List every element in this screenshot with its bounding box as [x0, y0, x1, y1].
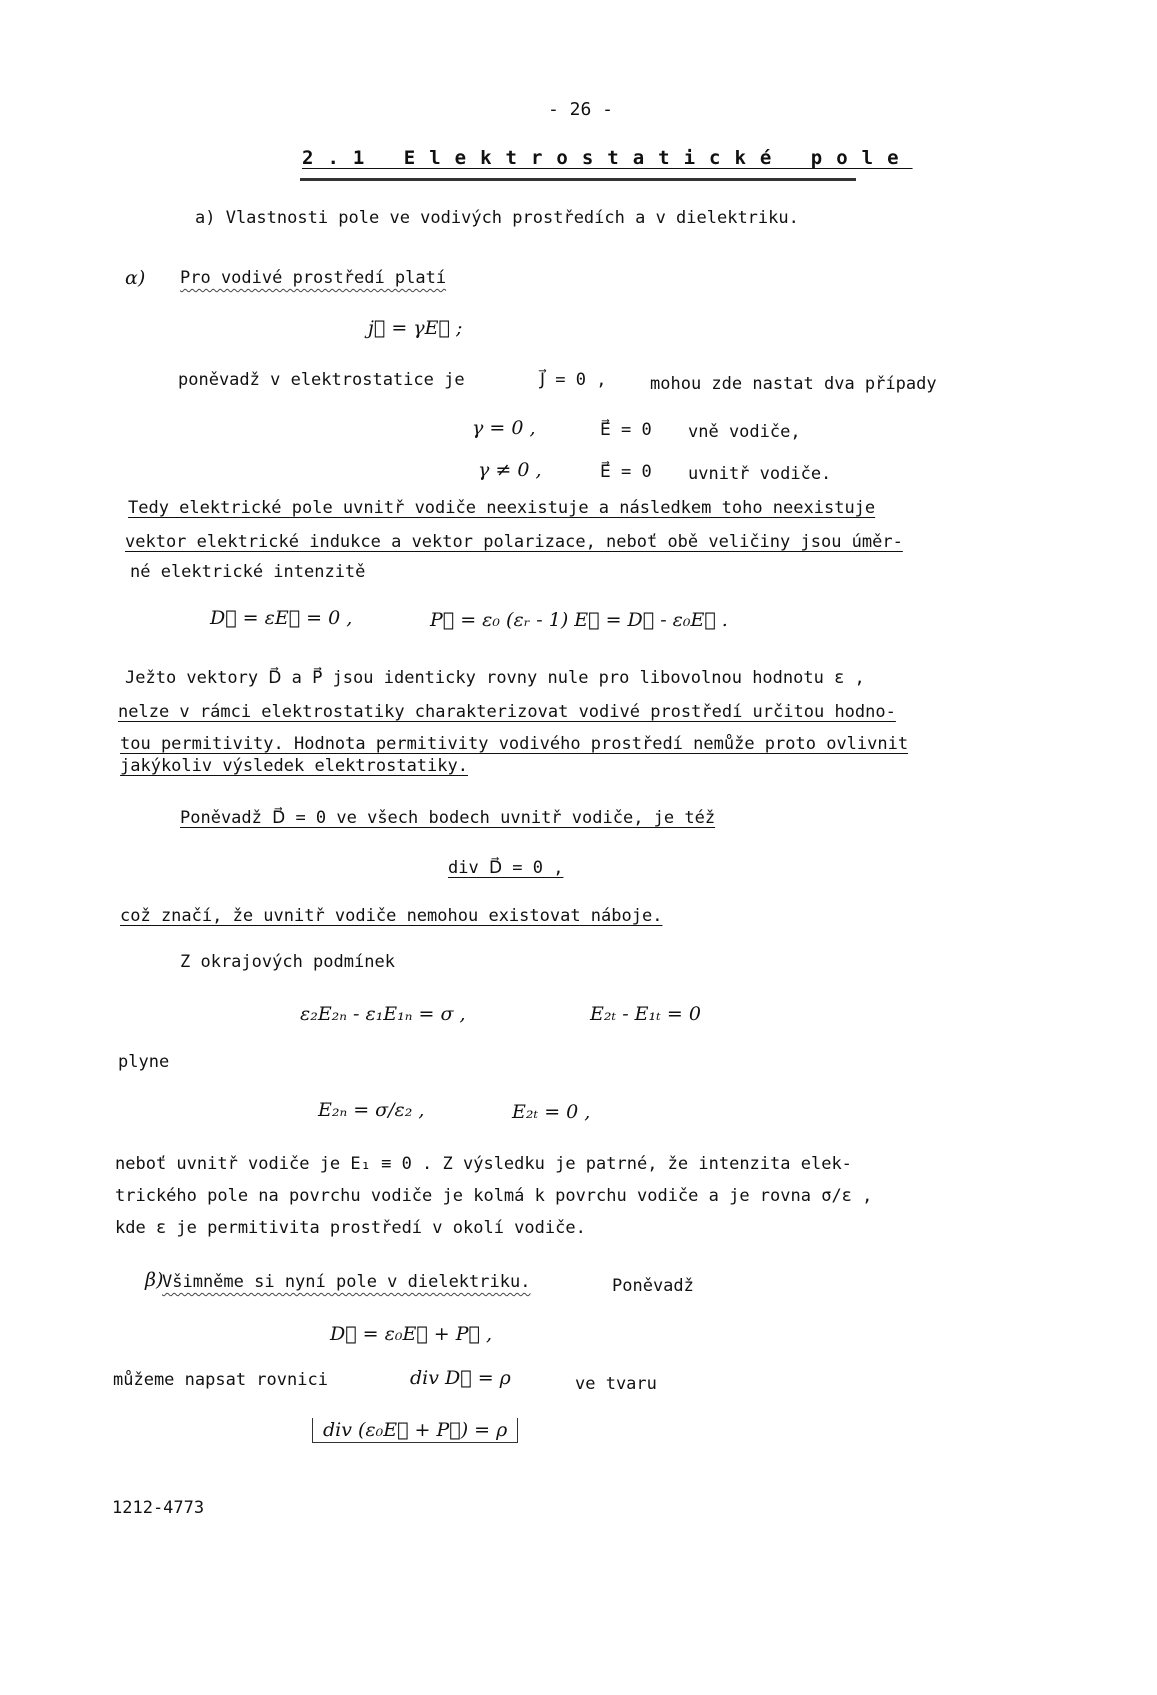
case1-equation: E⃗ = 0: [600, 420, 652, 440]
equation-ohm: j⃗ = γE⃗ ;: [368, 317, 463, 339]
beta-text-2: Poněvadž: [612, 1276, 694, 1296]
paragraph2-line2: nelze v rámci elektrostatiky charakterizovat vodivé prostředí určitou hodno-: [118, 702, 896, 722]
paragraph4-line3: kde ε je permitivita prostředí v okolí vodiče.: [115, 1218, 586, 1238]
text-ponevadz: poněvadž v elektrostatice je: [178, 370, 465, 390]
text-ve-tvaru: ve tvaru: [575, 1374, 657, 1394]
beta-text: Všimněme si nyní pole v dielektriku.: [162, 1272, 531, 1292]
footer-code: 1212-4773: [112, 1498, 205, 1518]
alpha-text: Pro vodivé prostředí platí: [180, 268, 447, 288]
paragraph2-line1: Ježto vektory D⃗ a P⃗ jsou identicky rovny nule pro libovolnou hodnotu ε ,: [125, 668, 865, 688]
case2-equation: E⃗ = 0: [600, 462, 652, 482]
equation-D: D⃗ = εE⃗ = 0 ,: [210, 607, 353, 629]
text-muzeme: můžeme napsat rovnici: [113, 1370, 328, 1390]
equation-boundary-tangential: E₂ₜ - E₁ₜ = 0: [590, 1003, 701, 1025]
equation-D-sum: D⃗ = ε₀E⃗ + P⃗ ,: [330, 1323, 492, 1345]
page-number: - 26 -: [548, 99, 614, 120]
alpha-label: α): [125, 267, 146, 289]
equation-div: div D⃗ = 0 ,: [448, 858, 564, 878]
text-two-cases: mohou zde nastat dva případy: [650, 374, 937, 394]
paragraph1-line3: né elektrické intenzitě: [130, 562, 366, 582]
paragraph3: Poněvadž D⃗ = 0 ve všech bodech uvnitř vodiče, je též: [180, 808, 716, 828]
case1-condition: γ = 0 ,: [472, 417, 536, 439]
paragraph1-line2: vektor elektrické indukce a vektor polarizace, neboť obě veličiny jsou úměr-: [125, 532, 903, 552]
equation-boundary-normal: ε₂E₂ₙ - ε₁E₁ₙ = σ ,: [300, 1003, 466, 1025]
equation-E2t: E₂ₜ = 0 ,: [512, 1101, 591, 1123]
equation-final-boxed: div (ε₀E⃗ + P⃗) = ρ: [312, 1418, 518, 1443]
heading-double-rule: [300, 178, 856, 181]
case1-text: vně vodiče,: [688, 422, 801, 442]
case2-text: uvnitř vodiče.: [688, 464, 832, 484]
equation-j-zero: J⃗ = 0 ,: [540, 370, 607, 390]
paragraph4-line2: trického pole na povrchu vodiče je kolmá k povrchu vodiče a je rovna σ/ε ,: [115, 1186, 873, 1206]
equation-divD-rho: div D⃗ = ρ: [410, 1367, 511, 1389]
beta-label: β): [145, 1269, 164, 1291]
subsection-a-title: a) Vlastnosti pole ve vodivých prostředích a v dielektriku.: [195, 208, 799, 228]
case2-condition: γ ≠ 0 ,: [478, 459, 542, 481]
equation-P: P⃗ = ε₀ (εᵣ - 1) E⃗ = D⃗ - ε₀E⃗ .: [430, 609, 728, 631]
section-heading: 2.1 Elektrostatické pole: [302, 147, 913, 169]
paragraph2-line4: jakýkoliv výsledek elektrostatiky.: [120, 756, 468, 776]
paragraph1-line1: Tedy elektrické pole uvnitř vodiče neexistuje a následkem toho neexistuje: [128, 498, 876, 518]
paragraph3-end: což značí, že uvnitř vodiče nemohou existovat náboje.: [120, 906, 663, 926]
boundary-intro: Z okrajových podmínek: [180, 952, 395, 972]
paragraph2-line3: tou permitivity. Hodnota permitivity vodivého prostředí nemůže proto ovlivnit: [120, 734, 909, 754]
paragraph4-line1: neboť uvnitř vodiče je E₁ ≡ 0 . Z výsledku je patrné, že intenzita elek-: [115, 1154, 852, 1174]
text-plyne: plyne: [118, 1052, 170, 1072]
equation-E2n: E₂ₙ = σ/ε₂ ,: [318, 1099, 425, 1121]
